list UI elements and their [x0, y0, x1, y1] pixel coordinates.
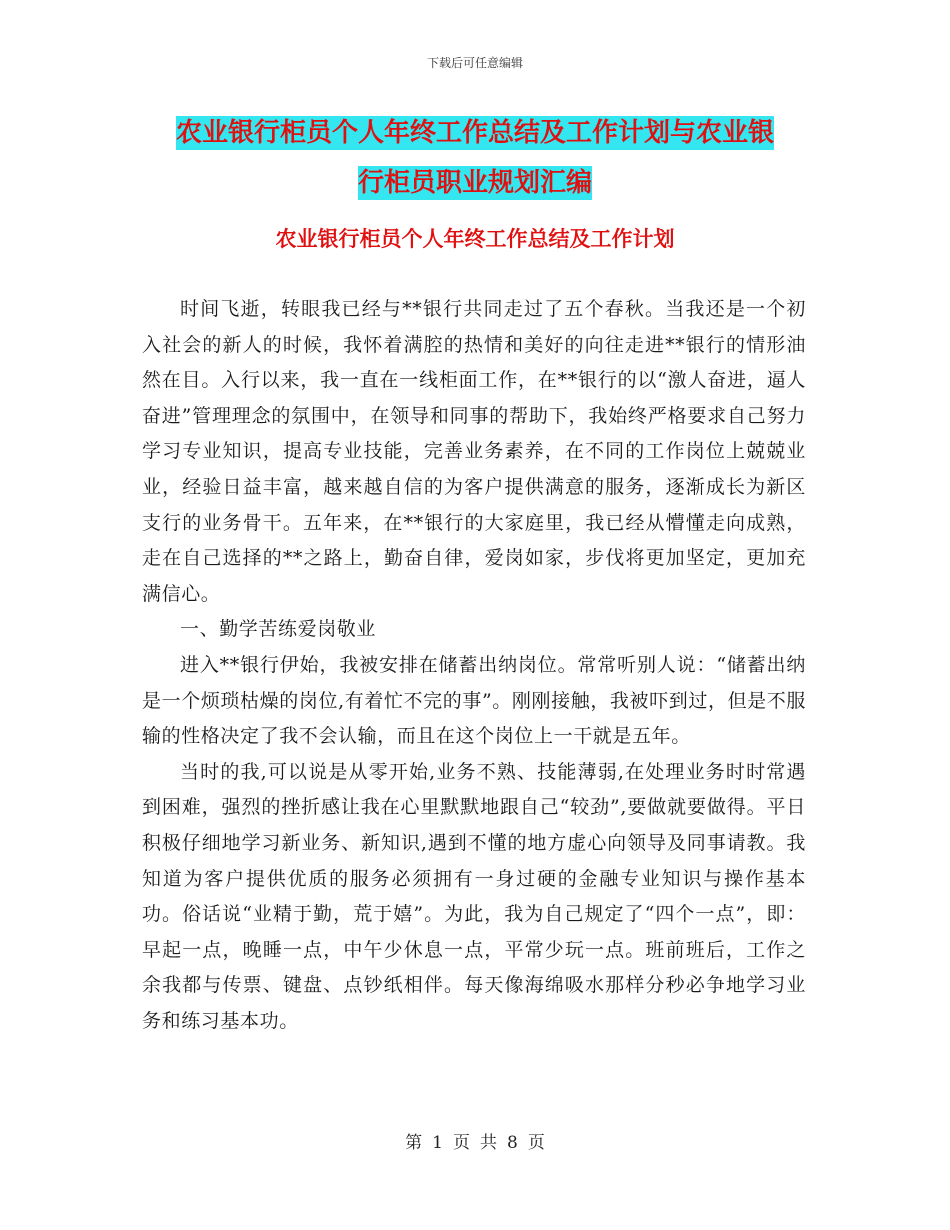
footer-total-prefix: 共 — [480, 1133, 497, 1153]
footer-suffix: 页 — [527, 1133, 545, 1153]
title-line-1: 农业银行柜员个人年终工作总结及工作计划与农业银 — [175, 118, 774, 148]
paragraph: 时间飞逝，转眼我已经与**银行共同走过了五个春秋。当我还是一个初入社会的新人的时候，我怀着满腔的热情和美好的向往走进**银行的情形油然在目。入行以来，我一直在一线柜面工作，在**银行的以“激人奋进，逼人奋进”管理理念的氛围中，在领导和同事的帮助下，我始终严格要求自己努力学习专业知识，提高专业技能，完善业务素养，在不同的工作岗位上兢兢业业，经验日益丰富，越来越自信的为客户提供满意的服务，逐渐成长为新区支行的业务骨干。五年来，在**银行的大家庭里，我已经从懵懂走向成熟，走在自己选择的**之路上，勤奋自律，爱岗如家，步伐将更加坚定，更加充满信心。 — [142, 298, 806, 605]
page-footer — [0, 1128, 950, 1153]
total-pages: 8 — [507, 1133, 518, 1153]
subheading: 一、勤学苦练爱岗敬业 — [180, 618, 377, 641]
body-text — [142, 292, 806, 1039]
title-line-2: 行柜员职业规划汇编 — [357, 168, 592, 198]
page-header: 下载后可任意编辑 — [426, 56, 523, 70]
paragraph: 当时的我,可以说是从零开始,业务不熟、技能薄弱,在处理业务时时常遇到困难，强烈的挫折感让我在心里默默地跟自己“较劲”,要做就要做得。平日积极仔细地学习新业务、新知识,遇到不懂的地方虚心向领导及同事请教。我知道为客户提供优质的服务必须拥有一身过硬的金融专业知识与操作基本功。俗话说“业精于勤，荒于嬉”。为此，我为自己规定了“四个一点”，即：早起一点，晚睡一点，中午少休息一点，平常少玩一点。班前班后，工作之余我都与传票、键盘、点钞纸相伴。每天像海绵吸水那样分秒必争地学习业务和练习基本功。 — [142, 760, 806, 1032]
footer-page-word: 页 — [453, 1133, 470, 1153]
paragraph: 进入**银行伊始，我被安排在储蓄出纳岗位。常常听别人说：“储蓄出纳是一个烦琐枯燥的岗位,有着忙不完的事”。刚刚接触，我被吓到过，但是不服输的性格决定了我不会认输，而且在这个岗位上一干就是五年。 — [142, 653, 806, 748]
section-title: 农业银行柜员个人年终工作总结及工作计划 — [275, 227, 675, 251]
document-title — [140, 108, 810, 208]
page-number: 1 — [432, 1133, 443, 1153]
footer-prefix: 第 — [405, 1133, 423, 1153]
